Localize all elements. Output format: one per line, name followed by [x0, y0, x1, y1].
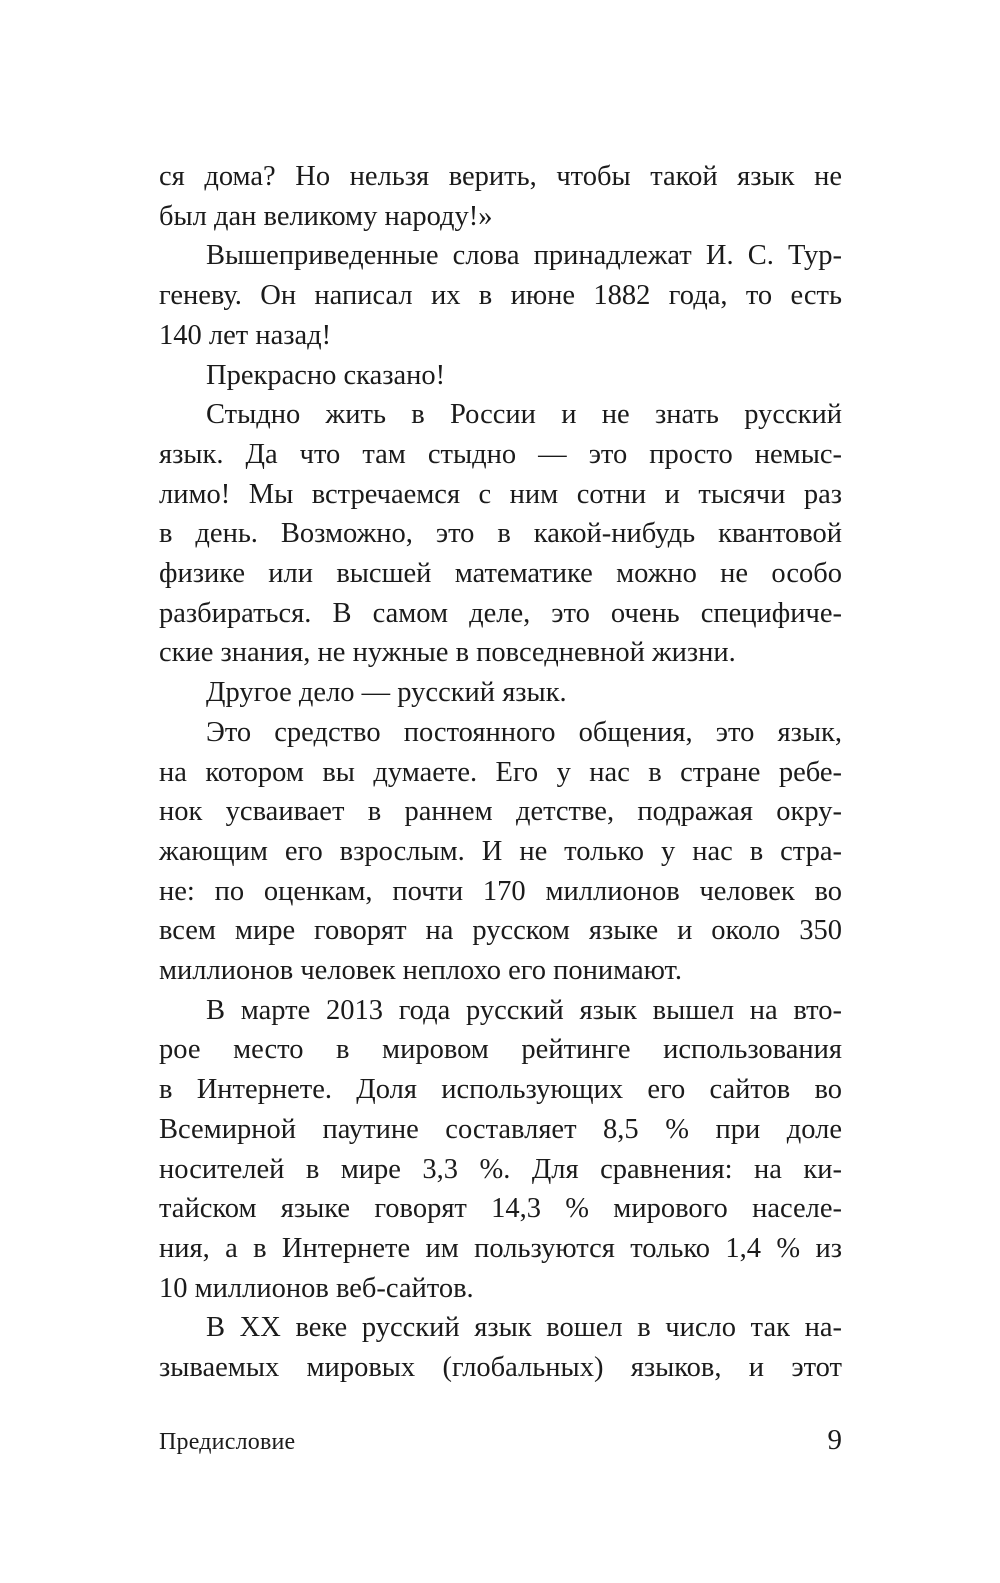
text-line: разбираться. В самом деле, это очень специфиче-	[159, 597, 842, 629]
text-line: В марте 2013 года русский язык вышел на вто-	[206, 994, 842, 1026]
paragraph	[159, 356, 842, 396]
text-line: физике или высшей математике можно не особо	[159, 558, 842, 590]
text-line: ские знания, не нужные в повседневной жизни.	[159, 637, 736, 669]
text-line: Это средство постоянного общения, это язык,	[206, 716, 842, 748]
text-line: ся дома? Но нельзя верить, чтобы такой язык не	[159, 161, 842, 192]
text-line: Другое дело — русский язык.	[206, 677, 567, 709]
text-line: на котором вы думаете. Его у нас в стране ребе-	[159, 756, 842, 788]
paragraph	[159, 713, 842, 991]
paragraph	[159, 1308, 842, 1387]
text-line: лимо! Мы встречаемся с ним сотни и тысячи раз	[159, 478, 842, 510]
text-line: геневу. Он написал их в июне 1882 года, то есть	[159, 280, 842, 312]
text-line: миллионов человек неплохо его понимают.	[159, 955, 682, 987]
text-line: тайском языке говорят 14,3 % мирового населе-	[159, 1193, 842, 1225]
text-line: зываемых мировых (глобальных) языков, и этот	[159, 1352, 842, 1384]
paragraph	[159, 991, 842, 1309]
text-line: нок усваивает в раннем детстве, подражая окру-	[159, 796, 842, 828]
text-line: всем мире говорят на русском языке и около 350	[159, 915, 842, 947]
text-line: в Интернете. Доля использующих его сайтов во	[159, 1074, 842, 1106]
text-line: язык. Да что там стыдно — это просто немыс-	[159, 438, 842, 470]
paragraph	[159, 157, 842, 236]
text-line: 140 лет назад!	[159, 319, 332, 351]
footer	[159, 1424, 842, 1457]
text-line: Всемирной паутине составляет 8,5 % при доле	[159, 1113, 842, 1145]
paragraph	[159, 673, 842, 713]
text-line: жающим его взрослым. И не только у нас в стра-	[159, 835, 842, 867]
text-line: В XX веке русский язык вошел в число так на-	[206, 1312, 842, 1344]
footer-section-title: Предисловие	[159, 1429, 296, 1455]
paragraph	[159, 395, 842, 673]
text-line: рое место в мировом рейтинге использования	[159, 1034, 842, 1066]
text-line: ния, а в Интернете им пользуются только 1,4 % из	[159, 1232, 842, 1264]
text-block	[159, 157, 842, 1388]
paragraph	[159, 236, 842, 355]
text-line: 10 миллионов веб-сайтов.	[159, 1272, 474, 1304]
text-line: не: по оценкам, почти 170 миллионов человек во	[159, 875, 842, 907]
text-line: Вышеприведенные слова принадлежат И. С. Тур-	[206, 240, 842, 272]
text-line: Прекрасно сказано!	[206, 359, 446, 391]
text-line: носителей в мире 3,3 %. Для сравнения: на ки-	[159, 1153, 842, 1185]
text-line: в день. Возможно, это в какой-нибудь квантовой	[159, 518, 842, 550]
text-line: Стыдно жить в России и не знать русский	[206, 399, 842, 431]
text-line: был дан великому народу!»	[159, 200, 493, 232]
footer-page-number: 9	[827, 1424, 842, 1456]
